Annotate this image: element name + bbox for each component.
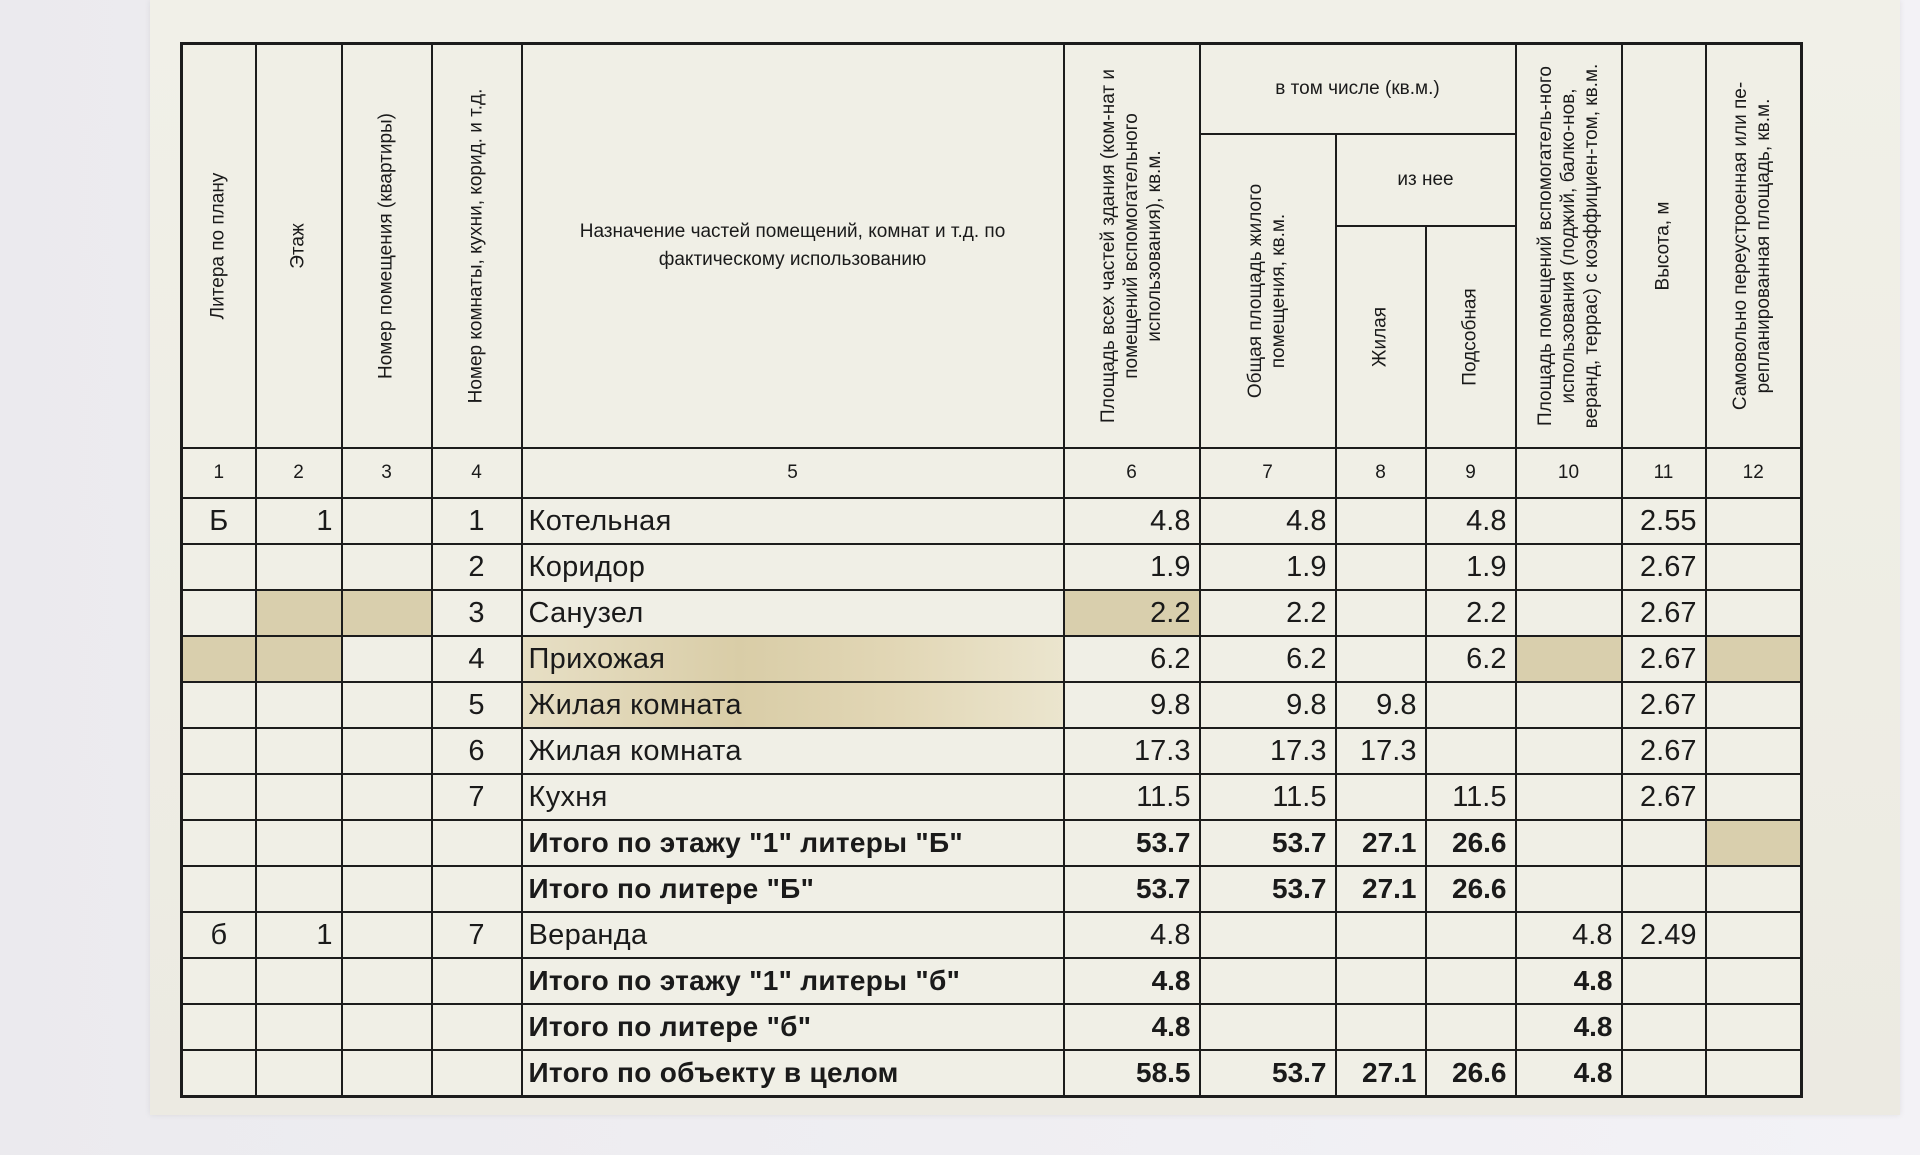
balcony-area-cell: 4.8	[1516, 912, 1622, 958]
auxiliary-area-cell: 26.6	[1426, 866, 1516, 912]
auxiliary-area-cell: 11.5	[1426, 774, 1516, 820]
header-living-total: Общая площадь жилого помещения, кв.м.	[1200, 134, 1336, 448]
height-cell	[1622, 866, 1706, 912]
room-number-cell	[432, 1004, 522, 1050]
auxiliary-area-cell: 26.6	[1426, 1050, 1516, 1097]
redeveloped-cell	[1706, 590, 1802, 636]
living-total-cell: 53.7	[1200, 820, 1336, 866]
floor-cell	[256, 1004, 342, 1050]
living-total-cell: 53.7	[1200, 1050, 1336, 1097]
redeveloped-cell	[1706, 544, 1802, 590]
floor-cell	[256, 958, 342, 1004]
room-number-cell	[432, 958, 522, 1004]
total-row	[182, 958, 1802, 1004]
living-total-cell: 11.5	[1200, 774, 1336, 820]
room-number-cell: 7	[432, 912, 522, 958]
balcony-area-cell	[1516, 866, 1622, 912]
room-number-cell	[432, 820, 522, 866]
area-cell: 17.3	[1064, 728, 1200, 774]
balcony-area-cell: 4.8	[1516, 1050, 1622, 1097]
column-number: 6	[1064, 448, 1200, 498]
area-cell: 4.8	[1064, 498, 1200, 544]
room-name-cell: Жилая комната	[522, 682, 1064, 728]
redeveloped-cell	[1706, 1004, 1802, 1050]
living-area-cell: 27.1	[1336, 1050, 1426, 1097]
living-area-cell: 27.1	[1336, 820, 1426, 866]
redeveloped-cell	[1706, 820, 1802, 866]
auxiliary-area-cell	[1426, 728, 1516, 774]
litera-cell	[182, 820, 256, 866]
living-total-cell: 2.2	[1200, 590, 1336, 636]
apartment-cell	[342, 682, 432, 728]
room-name-cell: Веранда	[522, 912, 1064, 958]
room-name-cell: Коридор	[522, 544, 1064, 590]
balcony-area-cell	[1516, 544, 1622, 590]
balcony-area-cell	[1516, 728, 1622, 774]
header-height: Высота, м	[1622, 44, 1706, 449]
litera-cell	[182, 774, 256, 820]
redeveloped-cell	[1706, 682, 1802, 728]
table-row	[182, 636, 1802, 682]
table-row	[182, 912, 1802, 958]
header-total-area: Площадь всех частей здания (ком-нат и помещений вспомогательного использования), кв.м.	[1064, 44, 1200, 449]
table-row	[182, 498, 1802, 544]
redeveloped-cell	[1706, 866, 1802, 912]
table-row	[182, 544, 1802, 590]
area-cell: 2.2	[1064, 590, 1200, 636]
redeveloped-cell	[1706, 1050, 1802, 1097]
height-cell	[1622, 958, 1706, 1004]
balcony-area-cell	[1516, 498, 1622, 544]
height-cell: 2.67	[1622, 682, 1706, 728]
living-total-cell	[1200, 912, 1336, 958]
balcony-area-cell: 4.8	[1516, 1004, 1622, 1050]
header-room-number: Номер комнаты, кухни, корид. и т.д.	[432, 44, 522, 449]
area-cell: 58.5	[1064, 1050, 1200, 1097]
height-cell: 2.67	[1622, 544, 1706, 590]
living-area-cell: 9.8	[1336, 682, 1426, 728]
litera-cell	[182, 636, 256, 682]
table-row	[182, 590, 1802, 636]
redeveloped-cell	[1706, 912, 1802, 958]
apartment-cell	[342, 912, 432, 958]
floor-cell	[256, 728, 342, 774]
litera-cell	[182, 544, 256, 590]
redeveloped-cell	[1706, 498, 1802, 544]
header-of-it: из нее	[1336, 134, 1516, 226]
column-number: 4	[432, 448, 522, 498]
litera-cell	[182, 1004, 256, 1050]
header-in-total: в том числе (кв.м.)	[1200, 44, 1516, 135]
room-number-cell: 6	[432, 728, 522, 774]
apartment-cell	[342, 498, 432, 544]
floor-cell	[256, 636, 342, 682]
column-number: 2	[256, 448, 342, 498]
room-number-cell: 4	[432, 636, 522, 682]
living-total-cell: 4.8	[1200, 498, 1336, 544]
living-total-cell: 9.8	[1200, 682, 1336, 728]
header-purpose: Назначение частей помещений, комнат и т.д. по фактическому использованию	[522, 44, 1064, 449]
balcony-area-cell	[1516, 682, 1622, 728]
room-name-cell: Итого по объекту в целом	[522, 1050, 1064, 1097]
floor-cell	[256, 682, 342, 728]
litera-cell	[182, 866, 256, 912]
area-cell: 9.8	[1064, 682, 1200, 728]
floor-cell	[256, 820, 342, 866]
redeveloped-cell	[1706, 728, 1802, 774]
balcony-area-cell	[1516, 636, 1622, 682]
living-total-cell: 6.2	[1200, 636, 1336, 682]
height-cell: 2.67	[1622, 590, 1706, 636]
auxiliary-area-cell	[1426, 958, 1516, 1004]
living-area-cell	[1336, 590, 1426, 636]
column-number: 1	[182, 448, 256, 498]
height-cell	[1622, 1004, 1706, 1050]
header-apartment-number: Номер помещения (квартиры)	[342, 44, 432, 449]
auxiliary-area-cell	[1426, 1004, 1516, 1050]
floor-cell: 1	[256, 498, 342, 544]
apartment-cell	[342, 1004, 432, 1050]
header-litera: Литера по плану	[182, 44, 256, 449]
explication-table	[180, 42, 1803, 1098]
litera-cell	[182, 958, 256, 1004]
room-name-cell: Итого по этажу "1" литеры "Б"	[522, 820, 1064, 866]
total-row	[182, 1050, 1802, 1097]
column-number: 8	[1336, 448, 1426, 498]
living-area-cell	[1336, 636, 1426, 682]
column-number: 9	[1426, 448, 1516, 498]
area-cell: 4.8	[1064, 958, 1200, 1004]
living-total-cell: 1.9	[1200, 544, 1336, 590]
living-area-cell	[1336, 1004, 1426, 1050]
total-row	[182, 820, 1802, 866]
litera-cell	[182, 590, 256, 636]
auxiliary-area-cell: 6.2	[1426, 636, 1516, 682]
living-total-cell: 53.7	[1200, 866, 1336, 912]
column-number-row	[182, 448, 1802, 498]
living-total-cell	[1200, 1004, 1336, 1050]
balcony-area-cell	[1516, 590, 1622, 636]
apartment-cell	[342, 820, 432, 866]
area-cell: 6.2	[1064, 636, 1200, 682]
auxiliary-area-cell: 26.6	[1426, 820, 1516, 866]
litera-cell	[182, 682, 256, 728]
apartment-cell	[342, 1050, 432, 1097]
living-area-cell	[1336, 958, 1426, 1004]
living-area-cell: 27.1	[1336, 866, 1426, 912]
room-name-cell: Итого по этажу "1" литеры "б"	[522, 958, 1064, 1004]
apartment-cell	[342, 590, 432, 636]
living-area-cell	[1336, 912, 1426, 958]
living-area-cell	[1336, 774, 1426, 820]
apartment-cell	[342, 636, 432, 682]
height-cell: 2.55	[1622, 498, 1706, 544]
litera-cell: Б	[182, 498, 256, 544]
apartment-cell	[342, 774, 432, 820]
living-area-cell	[1336, 544, 1426, 590]
living-area-cell: 17.3	[1336, 728, 1426, 774]
total-row	[182, 866, 1802, 912]
auxiliary-area-cell: 2.2	[1426, 590, 1516, 636]
area-cell: 53.7	[1064, 820, 1200, 866]
apartment-cell	[342, 866, 432, 912]
litera-cell	[182, 728, 256, 774]
floor-cell	[256, 774, 342, 820]
column-number: 7	[1200, 448, 1336, 498]
litera-cell: б	[182, 912, 256, 958]
column-number: 10	[1516, 448, 1622, 498]
room-number-cell: 7	[432, 774, 522, 820]
room-number-cell: 2	[432, 544, 522, 590]
table-row	[182, 728, 1802, 774]
apartment-cell	[342, 544, 432, 590]
litera-cell	[182, 1050, 256, 1097]
living-area-cell	[1336, 498, 1426, 544]
floor-cell	[256, 866, 342, 912]
room-number-cell: 1	[432, 498, 522, 544]
header-redeveloped-area: Самовольно переустроенная или пе-репланированная площадь, кв.м.	[1706, 44, 1802, 449]
living-total-cell: 17.3	[1200, 728, 1336, 774]
room-name-cell: Итого по литере "б"	[522, 1004, 1064, 1050]
balcony-area-cell	[1516, 820, 1622, 866]
living-total-cell	[1200, 958, 1336, 1004]
apartment-cell	[342, 728, 432, 774]
header-floor: Этаж	[256, 44, 342, 449]
redeveloped-cell	[1706, 636, 1802, 682]
height-cell: 2.67	[1622, 728, 1706, 774]
header-balcony-area: Площадь помещений вспомогатель-ного использования (лоджий, балко-нов, веранд, террас) с коэффициен-том, кв.м.	[1516, 44, 1622, 449]
auxiliary-area-cell	[1426, 682, 1516, 728]
room-number-cell	[432, 866, 522, 912]
column-number: 11	[1622, 448, 1706, 498]
room-number-cell	[432, 1050, 522, 1097]
room-name-cell: Прихожая	[522, 636, 1064, 682]
floor-cell	[256, 590, 342, 636]
room-number-cell: 3	[432, 590, 522, 636]
area-cell: 1.9	[1064, 544, 1200, 590]
floor-cell	[256, 544, 342, 590]
total-row	[182, 1004, 1802, 1050]
room-number-cell: 5	[432, 682, 522, 728]
table-row	[182, 682, 1802, 728]
table-row	[182, 774, 1802, 820]
floor-cell: 1	[256, 912, 342, 958]
apartment-cell	[342, 958, 432, 1004]
height-cell: 2.49	[1622, 912, 1706, 958]
auxiliary-area-cell: 1.9	[1426, 544, 1516, 590]
header-living: Жилая	[1336, 226, 1426, 448]
column-number: 12	[1706, 448, 1802, 498]
height-cell	[1622, 1050, 1706, 1097]
auxiliary-area-cell: 4.8	[1426, 498, 1516, 544]
floor-cell	[256, 1050, 342, 1097]
area-cell: 53.7	[1064, 866, 1200, 912]
area-cell: 4.8	[1064, 1004, 1200, 1050]
balcony-area-cell: 4.8	[1516, 958, 1622, 1004]
room-name-cell: Котельная	[522, 498, 1064, 544]
redeveloped-cell	[1706, 774, 1802, 820]
height-cell: 2.67	[1622, 774, 1706, 820]
column-number: 3	[342, 448, 432, 498]
area-cell: 11.5	[1064, 774, 1200, 820]
room-name-cell: Итого по литере "Б"	[522, 866, 1064, 912]
height-cell: 2.67	[1622, 636, 1706, 682]
header-auxiliary: Подсобная	[1426, 226, 1516, 448]
room-name-cell: Кухня	[522, 774, 1064, 820]
room-name-cell: Жилая комната	[522, 728, 1064, 774]
redeveloped-cell	[1706, 958, 1802, 1004]
auxiliary-area-cell	[1426, 912, 1516, 958]
area-cell: 4.8	[1064, 912, 1200, 958]
height-cell	[1622, 820, 1706, 866]
column-number: 5	[522, 448, 1064, 498]
balcony-area-cell	[1516, 774, 1622, 820]
room-name-cell: Санузел	[522, 590, 1064, 636]
